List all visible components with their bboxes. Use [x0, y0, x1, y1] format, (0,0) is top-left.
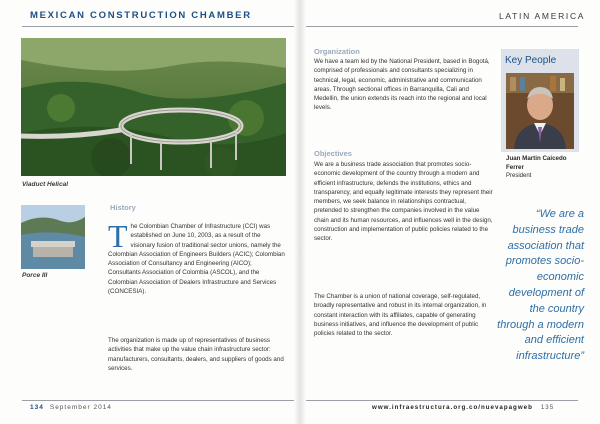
porce-caption: Porce III	[22, 272, 48, 279]
history-paragraph-1	[108, 218, 286, 296]
viaduct-caption: Viaduct Helical	[22, 181, 68, 188]
footer-divider	[22, 400, 294, 401]
issue-date: September 2014	[49, 404, 112, 411]
president-name: Juan Martin Caicedo Ferrer	[506, 155, 567, 171]
porce-photo	[21, 205, 85, 269]
viaduct-photo	[21, 38, 286, 176]
history-paragraph-2: The organization is made up of representatives of business activities that make up the value chain infrastructure sector: manufacturers, consultants, dealers, and suppliers of goods and services.	[108, 337, 284, 372]
page-header-title: MEXICAN CONSTRUCTION CHAMBER	[30, 10, 252, 21]
organization-text: We have a team led by the National President, based in Bogotá, comprised of professionals and consultants specializing in technical, legal, economic, administrative and communication areas. Through sectional offices in Barranquilla, Cali and Medellin, the union extends its reach into the regional and local levels.	[314, 58, 490, 112]
footer-right	[372, 404, 554, 411]
header-divider	[22, 26, 294, 27]
history-paragraph-1-text: he Colombian Chamber of Infrastructure (CCI) was established on June 10, 2003, as a result of the visionary fusion of traditional sector unions, namely the Colombian Association of Engineers Builders (ACIC); Colombian Association of Consultancy and Engineering (AICO); Consultants Association of Colombia (ASCOL), and the Colombian Association of Dealers Infrastructure and Services (CONCESIA).	[108, 223, 285, 296]
president-role: President	[506, 173, 532, 179]
history-dropcap: T	[108, 218, 128, 254]
section-header: LATIN AMERICA	[499, 11, 586, 21]
key-people-title: Key People	[505, 55, 557, 66]
objectives-title: Objectives	[314, 149, 352, 158]
right-page	[300, 0, 600, 424]
website-url: www.infraestructura.org.co/nuevapagweb	[372, 404, 533, 411]
page-number: 135	[540, 404, 555, 411]
objectives-paragraph-1: We are a business trade association that promotes socio-economic development of the country through a modern and efficient infrastructure, defends the institutions, ethics and transparency, and equally legitimate interests they represent their members, we seek balance in relationships contractual, pretended to strengthen the companies involved in the value chain and its human resources, and influences well in the design, construction and implementation of public policies related to the sector.	[314, 161, 493, 243]
objectives-paragraph-2: The Chamber is a union of national coverage, self-regulated, broadly representative and robust in its internal organization, in constant interaction with its affiliates, capable of generating business initiatives, and influence the development of public policies related to the sector.	[314, 293, 487, 338]
footer-left	[30, 404, 112, 411]
history-title: History	[110, 203, 136, 212]
pull-quote: “We are a business trade association that promotes socio-economic development of the country through a modern and efficient infrastructure”	[497, 208, 584, 363]
footer-divider	[306, 400, 578, 401]
page-number: 134	[30, 404, 44, 411]
president-portrait	[506, 73, 574, 149]
organization-title: Organization	[314, 47, 360, 56]
header-divider	[306, 26, 578, 27]
